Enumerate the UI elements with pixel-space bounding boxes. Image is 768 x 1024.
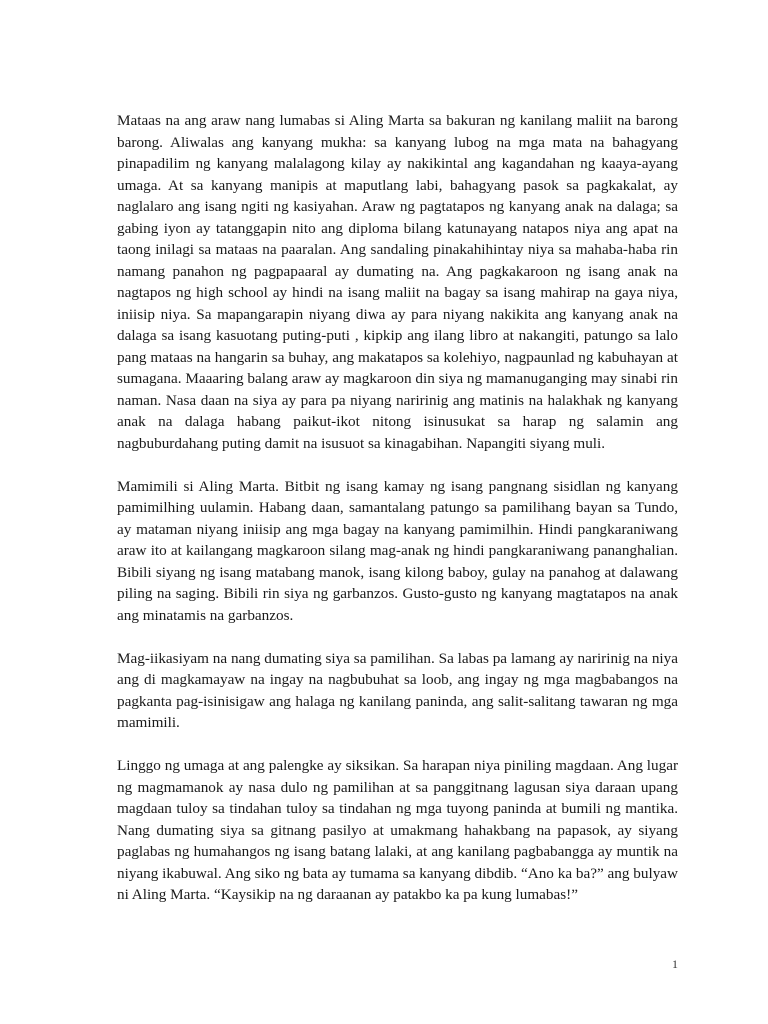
paragraph-2: Mamimili si Aling Marta. Bitbit ng isang kamay ng isang pangnang sisidlan ng kanyang pamimilhing uulamin. Habang daan, samantalang patungo sa pamilihang bayan sa Tundo, ay mataman niyang iniisip ang mga bagay na kanyang pamimilhin. Hindi pangkaraniwang araw ito at kailangang magkaroon silang mag-anak ng hindi pangkaraniwang pananghalian. Bibili siyang ng isang matabang manok, isang kilong baboy, gulay na panahog at dalawang piling na saging. Bibili rin siya ng garbanzos. Gusto-gusto ng kanyang magtatapos na anak ang minatamis na garbanzos.: [117, 477, 678, 624]
page-number: 1: [672, 957, 678, 971]
paragraph-4: Linggo ng umaga at ang palengke ay siksikan. Sa harapan niya piniling magdaan. Ang lugar ng magmamanok ay nasa dulo ng pamilihan at sa panggitnang lagusan siya daraan upang magdaan tuloy sa tindahan tuloy sa tindahan ng mga tuyong paninda at bumili ng mantika. Nang dumating siya sa gitnang pasilyo at umakmang hahakbang na papasok, ay siyang paglabas ng humahangos ng isang batang lalaki, at ang kanilang pagbabangga ay muntik na niyang ikabuwal. Ang siko ng bata ay tumama sa kanyang dibdib. “Ano ka ba?” ang bulyaw ni Aling Marta. “Kaysikip na ng daraanan ay patakbo ka pa kung lumabas!”: [117, 757, 678, 903]
paragraph-1: Mataas na ang araw nang lumabas si Aling Marta sa bakuran ng kanilang maliit na barong barong. Aliwalas ang kanyang mukha: sa kanyang lubog na mga mata na bahagyang pinapadilim ng kanyang malalagong kilay ay nakikintal ang kagandahan ng kaaya-ayang umaga. At sa kanyang manipis at maputlang labi, bahagyang pasok sa pagkakalat, ay naglalaro ang isang ngiti ng kasiyahan. Araw ng pagtatapos ng kanyang anak na dalaga; sa gabing iyon ay tatanggapin nito ang diploma bilang katunayang natapos niya ang apat na taong inilagi sa mataas na paaralan. Ang sandaling pinakahihintay niya sa mahaba-haba rin namang panahon ng pagpapaaral ay dumating na. Ang pagkakaroon ng isang anak na nagtapos ng high school ay hindi na isang maliit na bagay sa isang mahirap na gaya niya, iniisip niya. Sa mapangarapin niyang diwa ay para niyang nakikita ang kanyang anak na dalaga sa isang kasuotang puting-puti , kipkip ang ilang libro at nakangiti, patungo sa lalo pang mataas na hangarin sa buhay, ang makatapos sa kolehiyo, nagpaunlad ng kabuhayan at sumagana. Maaaring balang araw ay magkaroon din siya ng mamanuganging may sinabi rin naman. Nasa daan na siya ay para pa niyang naririnig ang matinis na halakhak ng kanyang anak na dalaga habang paikut-ikot nitong isinusukat sa harap ng salamin ang nagbuburdahang puting damit na isusuot sa kinagabihan. Napangiti siyang muli.: [117, 112, 678, 452]
document-body: [117, 110, 678, 927]
paragraph-3: Mag-iikasiyam na nang dumating siya sa pamilihan. Sa labas pa lamang ay naririnig na niya ang di magkamayaw na ingay na nagbubuhat sa loob, ang ingay ng mga magbabangos na pagkanta pag-isinisigaw ang halaga ng kanilang paninda, ang salit-salitang tawaran ng mga mamimili.: [117, 649, 678, 731]
